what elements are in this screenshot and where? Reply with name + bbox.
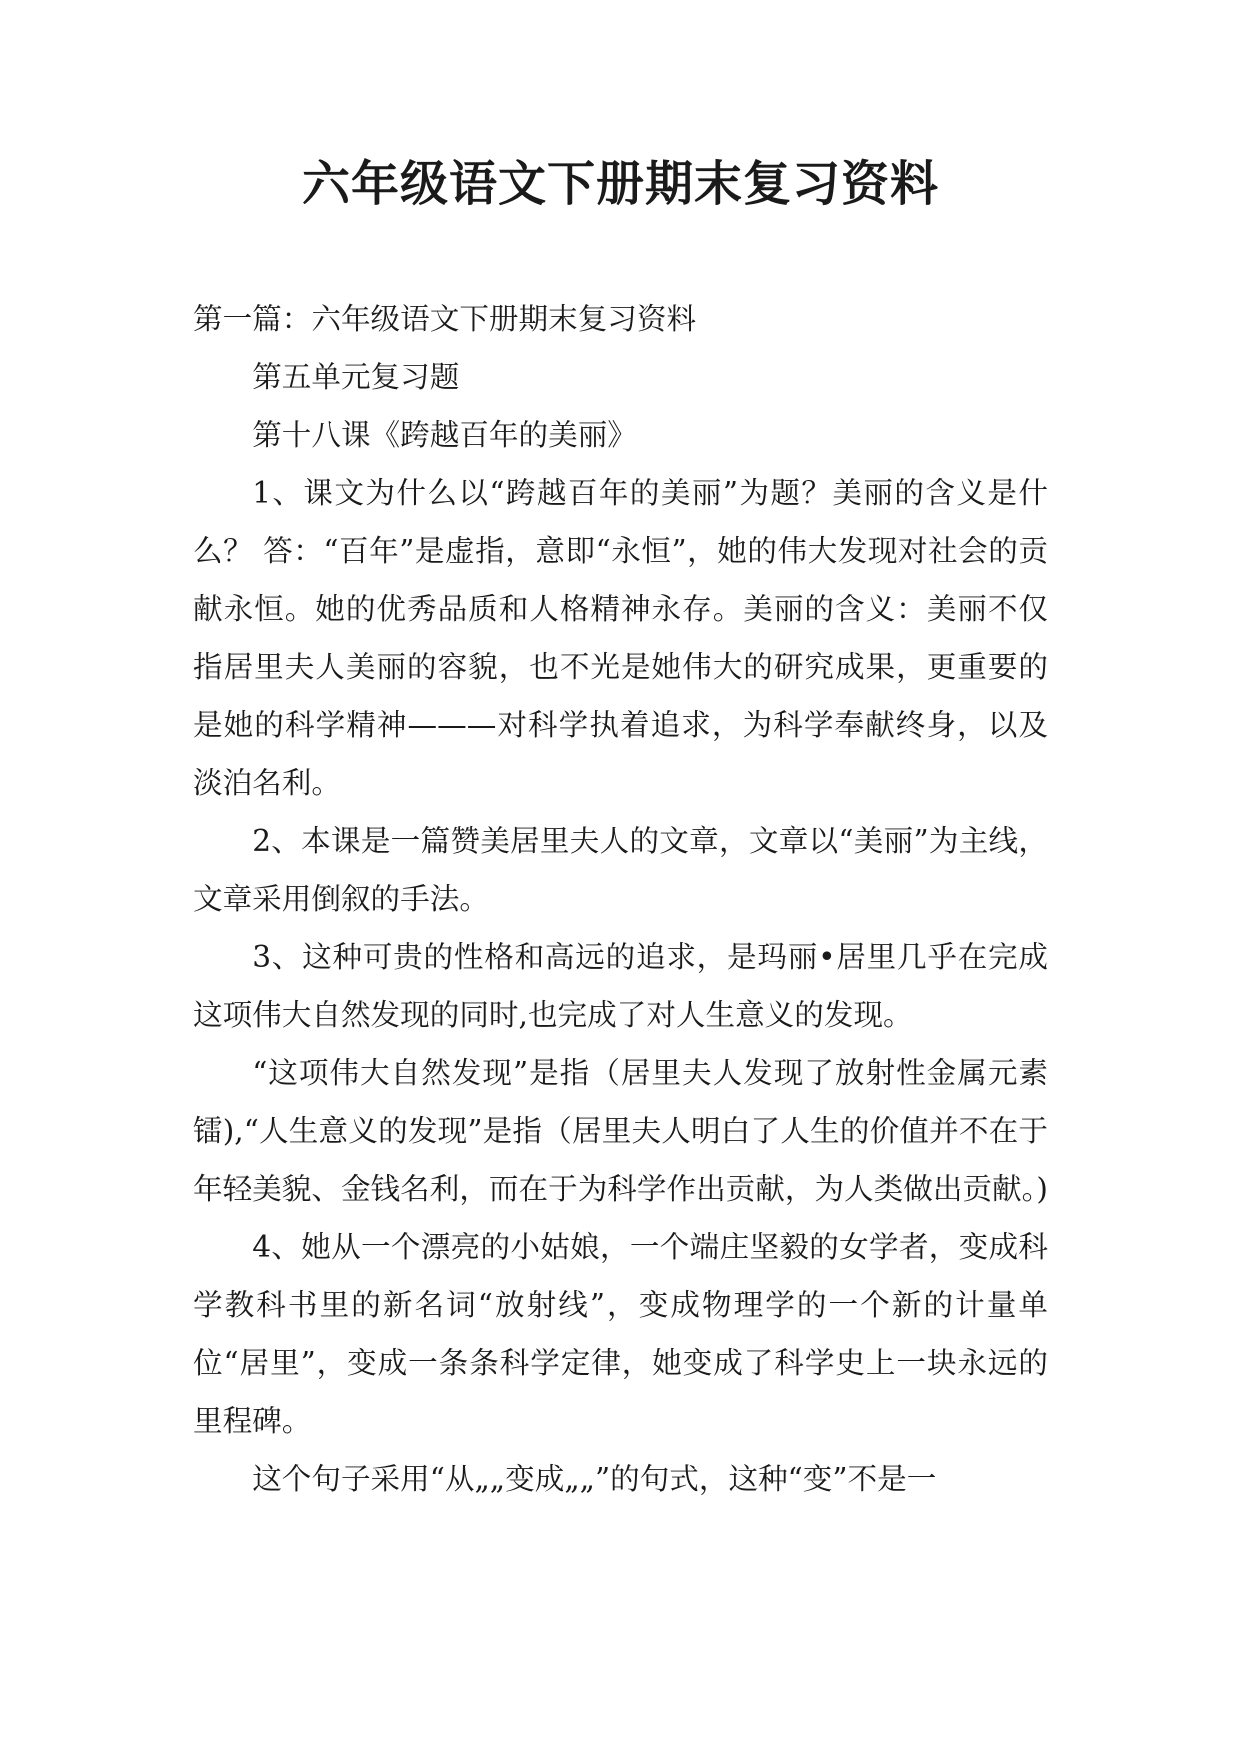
question-2: 2、本课是一篇赞美居里夫人的文章，文章以“美丽”为主线，文章采用倒叙的手法。	[193, 824, 1048, 916]
lesson-heading: 第十八课《跨越百年的美丽》	[252, 418, 637, 452]
question-3-explanation: “这项伟大自然发现”是指（居里夫人发现了放射性金属元素镭),“人生意义的发现”是指（居里夫人明白了人生的价值并不在于年轻美貌、金钱名利，而在于为科学作出贡献，为人类做出贡献。)	[193, 1056, 1048, 1206]
question-4: 4、她从一个漂亮的小姑娘，一个端庄坚毅的女学者，变成科学教科书里的新名词“放射线”，变成物理学的一个新的计量单位“居里”，变成一条条科学定律，她变成了科学史上一块永远的里程碑。	[193, 1230, 1048, 1438]
section-heading: 第一篇：六年级语文下册期末复习资料	[193, 302, 697, 336]
question-4-explanation: 这个句子采用“从„„变成„„”的句式，这种“变”不是一	[252, 1462, 937, 1496]
question-3: 3、这种可贵的性格和高远的追求，是玛丽•居里几乎在完成这项伟大自然发现的同时,也完成了对人生意义的发现。	[193, 940, 1048, 1032]
question-1: 1、课文为什么以“跨越百年的美丽”为题？美丽的含义是什么？ 答：“百年”是虚指，意即“永恒”，她的伟大发现对社会的贡献永恒。她的优秀品质和人格精神永存。美丽的含义：美丽不仅指居里夫人美丽的容貌，也不光是她伟大的研究成果，更重要的是她的科学精神———对科学执着追求，为科学奉献终身，以及淡泊名利。	[193, 476, 1048, 800]
unit-heading: 第五单元复习题	[252, 360, 460, 394]
page-title: 六年级语文下册期末复习资料	[301, 156, 939, 212]
document-body	[193, 290, 1048, 1508]
